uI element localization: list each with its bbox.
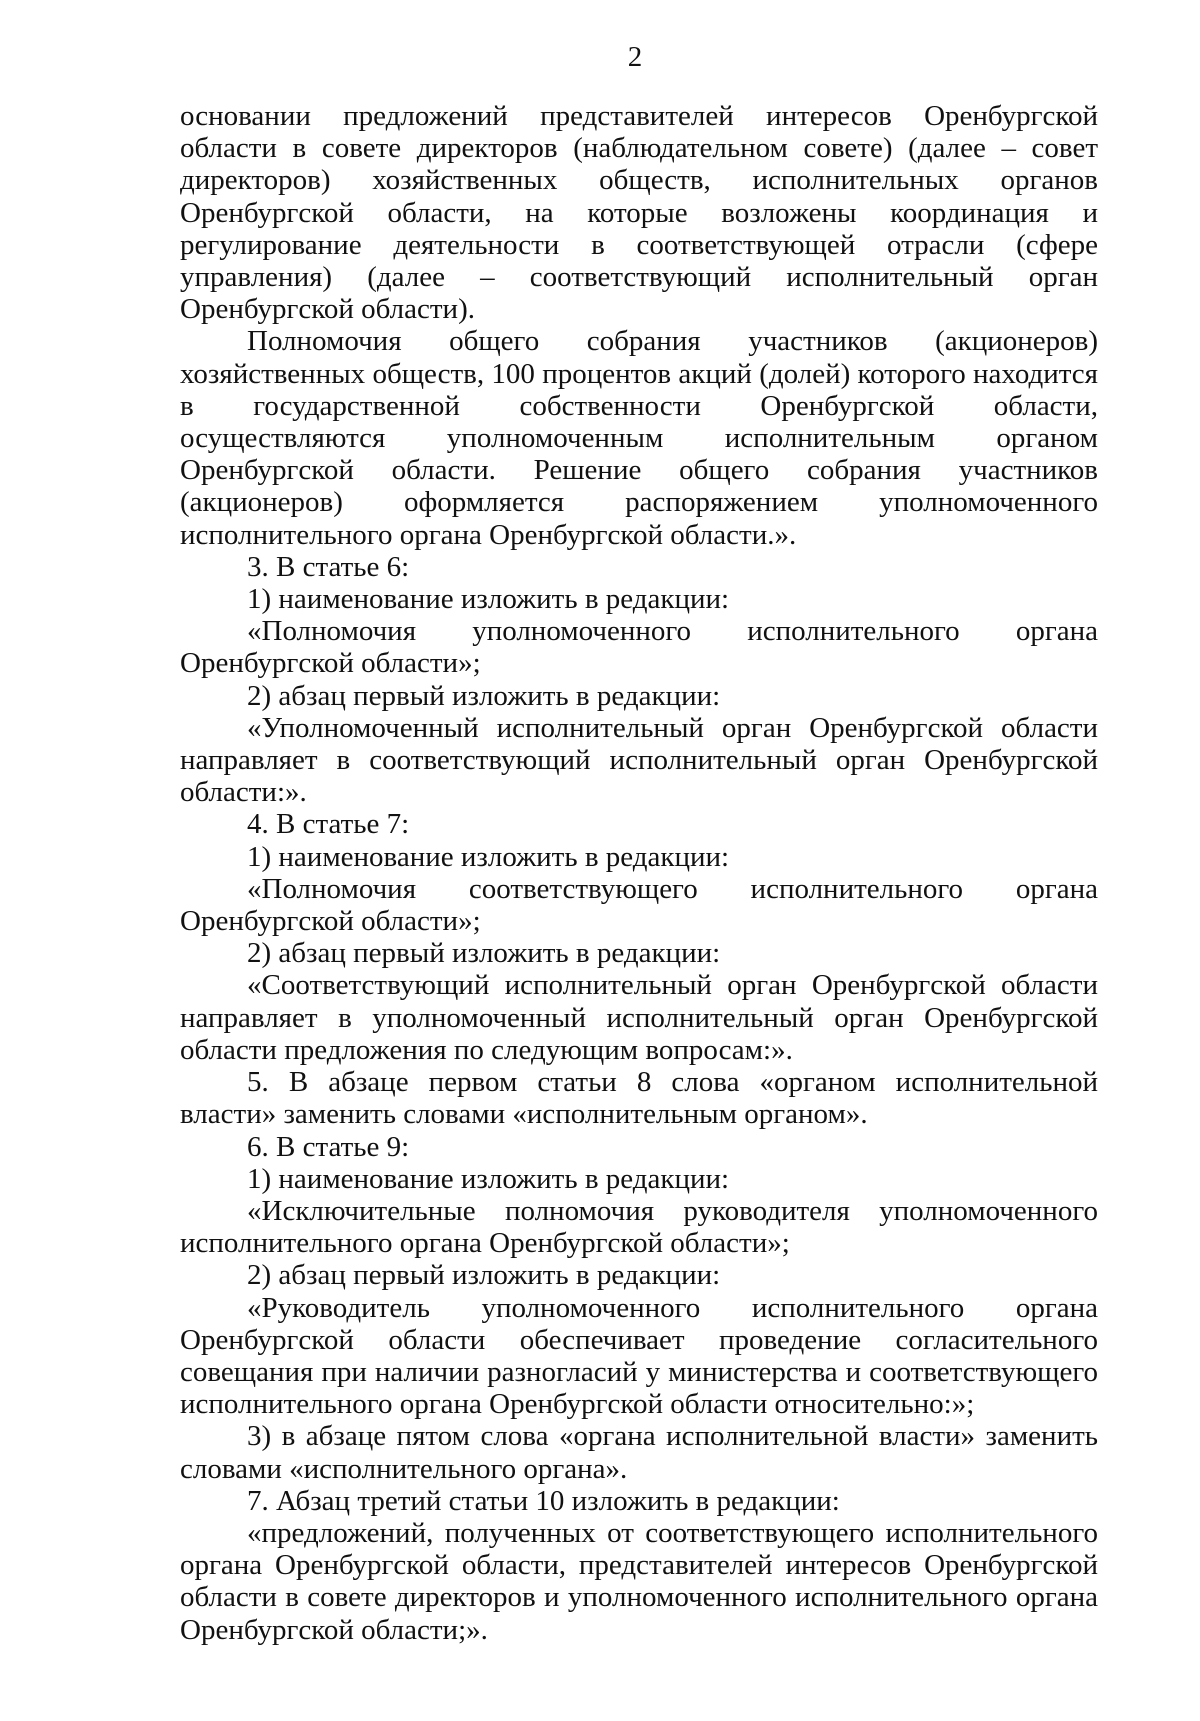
item-4-subitem-1: 1) наименование изложить в редакции: (247, 840, 730, 873)
item-6-subitem-3: 3) в абзаце пятом слова «органа исполнительной власти» заменить словами «исполнительного органа». (180, 1420, 1098, 1485)
item-3-subitem-2-text: «Уполномоченный исполнительный орган Оренбургской области направляет в соответствующий исполнительный орган Оренбургской области:». (180, 711, 1098, 809)
paragraph-general-meeting-powers: Полномочия общего собрания участников (акционеров) хозяйственных обществ, 100 процентов акций (долей) которого находится в государственной собственности Оренбургской области, осуществляются уполномоченным исполнительным органом Оренбургской области. Решение общего собрания участников (акционеров) оформляется распоряжением уполномоченного исполнительного органа Оренбургской области.». (180, 325, 1098, 551)
paragraph-continuation: основании предложений представителей интересов Оренбургской области в совете директоров (наблюдательном совете) (далее – совет директоров) хозяйственных обществ, исполнительных органов Оренбургской области, на которые возложены координация и регулирование деятельности в соответствующей отрасли (сфере управления) (далее – соответствующий исполнительный орган Оренбургской области). (180, 100, 1098, 326)
item-3-subitem-1: 1) наименование изложить в редакции: (247, 583, 730, 616)
item-7-heading: 7. Абзац третий статьи 10 изложить в редакции: (247, 1484, 840, 1517)
item-4-subitem-2-text: «Соответствующий исполнительный орган Оренбургской области направляет в уполномоченный исполнительный орган Оренбургской области предложения по следующим вопросам:». (180, 969, 1098, 1066)
item-6-subitem-2: 2) абзац первый изложить в редакции: (247, 1259, 721, 1292)
item-5: 5. В абзаце первом статьи 8 слова «органом исполнительной власти» заменить словами «исполнительным органом». (180, 1066, 1098, 1131)
item-6-subitem-1-text: «Исключительные полномочия руководителя уполномоченного исполнительного органа Оренбургской области»; (180, 1194, 1098, 1260)
item-6-subitem-1: 1) наименование изложить в редакции: (247, 1162, 730, 1195)
item-3-heading: 3. В статье 6: (247, 550, 410, 583)
page-number: 2 (627, 41, 643, 73)
item-6-subitem-2-text: «Руководитель уполномоченного исполнительного органа Оренбургской области обеспечивает проведение согласительного совещания при наличии разногласий у министерства и соответствующего исполнительного органа Оренбургской области относительно:»; (180, 1291, 1098, 1421)
item-6-heading: 6. В статье 9: (247, 1130, 410, 1163)
document-body (180, 100, 1098, 1646)
item-3-subitem-2: 2) абзац первый изложить в редакции: (247, 679, 721, 712)
item-4-subitem-2: 2) абзац первый изложить в редакции: (247, 937, 721, 970)
item-7-text: «предложений, полученных от соответствующего исполнительного органа Оренбургской области, представителей интересов Оренбургской области в совете директоров и уполномоченного исполнительного органа Оренбургской области;». (180, 1516, 1098, 1646)
item-4-heading: 4. В статье 7: (247, 808, 410, 841)
item-4-subitem-1-text: «Полномочия соответствующего исполнительного органа Оренбургской области»; (180, 872, 1098, 938)
item-3-subitem-1-text: «Полномочия уполномоченного исполнительного органа Оренбургской области»; (180, 615, 1098, 680)
